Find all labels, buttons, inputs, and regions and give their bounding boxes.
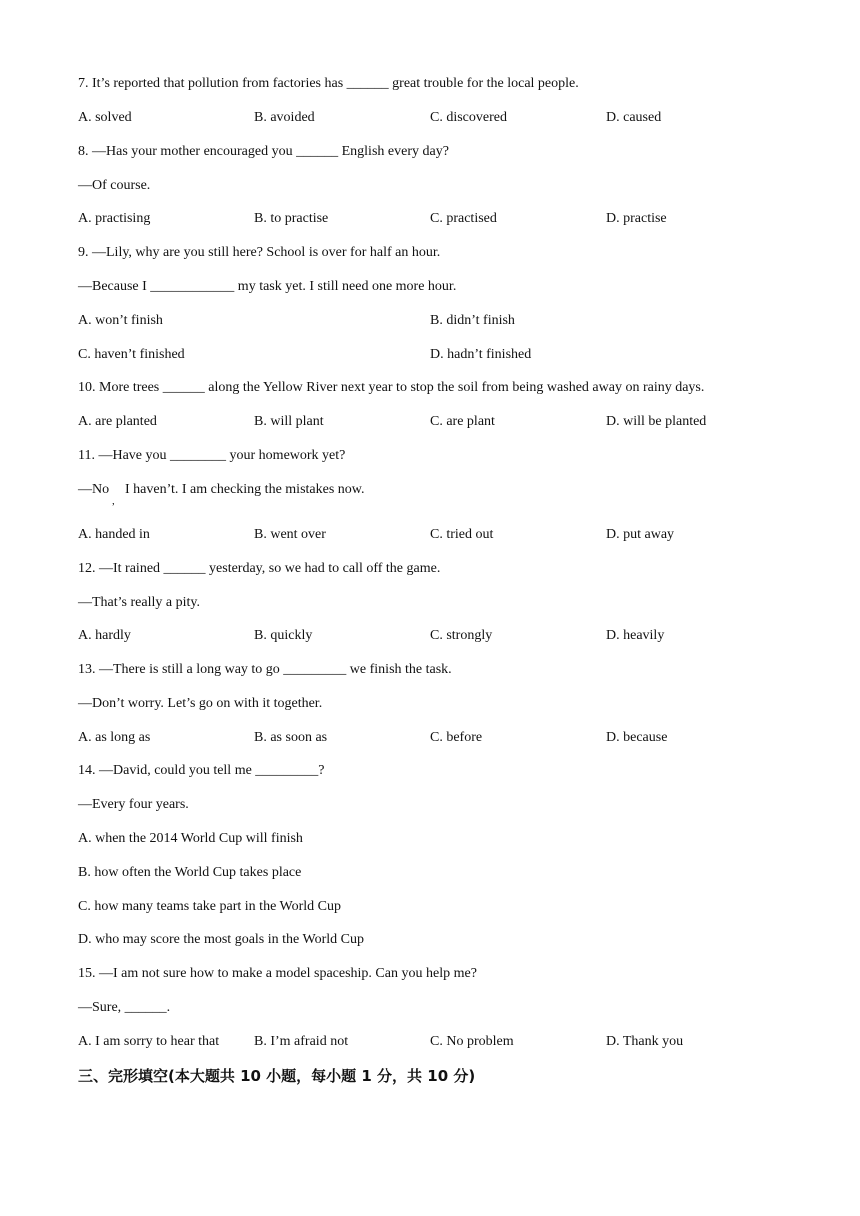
question-8-options bbox=[78, 210, 798, 228]
question-13-option-d: D. because bbox=[606, 730, 668, 745]
question-9-option-c: C. haven’t finished bbox=[78, 347, 185, 362]
question-9-options-row-2 bbox=[78, 346, 798, 364]
question-14-option-b: B. how often the World Cup takes place bbox=[78, 865, 302, 880]
question-11-stem: 11. —Have you ________ your homework yet? bbox=[78, 448, 346, 463]
question-12-option-c: C. strongly bbox=[430, 628, 493, 643]
question-11-option-a: A. handed in bbox=[78, 527, 150, 542]
question-9-option-d: D. hadn’t finished bbox=[430, 347, 532, 362]
question-10-option-b: B. will plant bbox=[254, 414, 324, 429]
question-8-option-d: D. practise bbox=[606, 211, 667, 226]
question-11-option-d: D. put away bbox=[606, 527, 675, 542]
section-heading-cloze: 三、完形填空(本大题共 10 小题，每小题 1 分，共 10 分) bbox=[78, 1067, 476, 1085]
question-8-option-c: C. practised bbox=[430, 211, 497, 226]
question-13-reply: —Don’t worry. Let’s go on with it together. bbox=[78, 696, 323, 711]
question-12-option-b: B. quickly bbox=[254, 628, 313, 643]
question-10-option-a: A. are planted bbox=[78, 414, 157, 429]
question-7-stem: 7. It’s reported that pollution from factories has ______ great trouble for the local people. bbox=[78, 76, 579, 91]
question-7-option-b: B. avoided bbox=[254, 110, 315, 125]
question-10-options bbox=[78, 413, 798, 431]
question-7-options bbox=[78, 109, 798, 127]
question-11-stray-comma: , bbox=[112, 495, 115, 507]
question-7-option-c: C. discovered bbox=[430, 110, 507, 125]
question-11-reply-end: I haven’t. I am checking the mistakes now. bbox=[125, 482, 365, 497]
question-15-option-b: B. I’m afraid not bbox=[254, 1034, 349, 1049]
question-10-option-d: D. will be planted bbox=[606, 414, 707, 429]
question-8-stem: 8. —Has your mother encouraged you ______ English every day? bbox=[78, 144, 449, 159]
question-9-options-row-1 bbox=[78, 312, 798, 330]
question-11-option-b: B. went over bbox=[254, 527, 326, 542]
question-11-options bbox=[78, 526, 798, 544]
question-15-option-a: A. I am sorry to hear that bbox=[78, 1034, 220, 1049]
question-11-reply-start: —No bbox=[78, 482, 110, 497]
question-14-option-a: A. when the 2014 World Cup will finish bbox=[78, 831, 303, 846]
question-13-stem: 13. —There is still a long way to go _________ we finish the task. bbox=[78, 662, 452, 677]
question-12-option-a: A. hardly bbox=[78, 628, 131, 643]
question-14-stem: 14. —David, could you tell me _________? bbox=[78, 763, 325, 778]
question-7-option-d: D. caused bbox=[606, 110, 662, 125]
question-13-option-b: B. as soon as bbox=[254, 730, 328, 745]
question-9-reply: —Because I ____________ my task yet. I still need one more hour. bbox=[78, 279, 457, 294]
question-13-option-a: A. as long as bbox=[78, 730, 151, 745]
question-10-option-c: C. are plant bbox=[430, 414, 495, 429]
question-9-option-b: B. didn’t finish bbox=[430, 313, 515, 328]
question-12-reply: —That’s really a pity. bbox=[78, 595, 200, 610]
question-10-stem: 10. More trees ______ along the Yellow River next year to stop the soil from being washed away on rainy days. bbox=[78, 380, 705, 395]
question-14-reply: —Every four years. bbox=[78, 797, 189, 812]
question-9-option-a: A. won’t finish bbox=[78, 313, 163, 328]
question-13-options bbox=[78, 729, 798, 747]
question-13-option-c: C. before bbox=[430, 730, 483, 745]
question-12-option-d: D. heavily bbox=[606, 628, 665, 643]
question-7-option-a: A. solved bbox=[78, 110, 132, 125]
question-8-option-b: B. to practise bbox=[254, 211, 329, 226]
question-12-stem: 12. —It rained ______ yesterday, so we had to call off the game. bbox=[78, 561, 441, 576]
question-14-option-c: C. how many teams take part in the World Cup bbox=[78, 899, 342, 914]
question-8-reply: —Of course. bbox=[78, 178, 151, 193]
question-15-options bbox=[78, 1033, 798, 1051]
question-14-option-d: D. who may score the most goals in the World Cup bbox=[78, 932, 364, 947]
question-11-option-c: C. tried out bbox=[430, 527, 494, 542]
question-8-option-a: A. practising bbox=[78, 211, 151, 226]
question-15-option-d: D. Thank you bbox=[606, 1034, 684, 1049]
question-15-reply: —Sure, ______. bbox=[78, 1000, 171, 1015]
question-15-stem: 15. —I am not sure how to make a model spaceship. Can you help me? bbox=[78, 966, 477, 981]
question-15-option-c: C. No problem bbox=[430, 1034, 514, 1049]
question-9-stem: 9. —Lily, why are you still here? School is over for half an hour. bbox=[78, 245, 441, 260]
question-12-options bbox=[78, 627, 798, 645]
